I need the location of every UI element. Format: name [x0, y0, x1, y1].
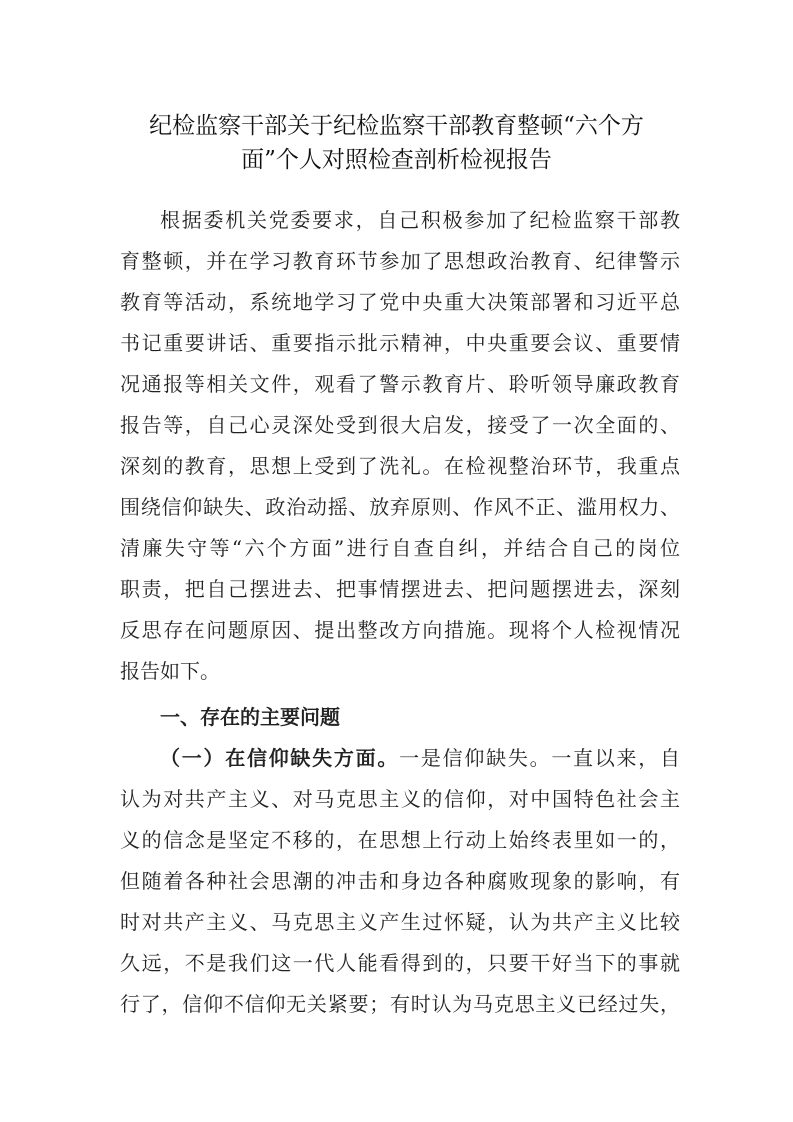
paragraph-line: 报告等，自己心灵深处受到很大启发，接受了一次全面的、: [120, 413, 680, 437]
paragraph-line: 时对共产主义、马克思主义产生过怀疑，认为共产主义比较: [120, 910, 680, 934]
paragraph-line: 深刻的教育，思想上受到了洗礼。在检视整治环节，我重点: [120, 454, 680, 478]
intro-paragraph: [120, 200, 680, 692]
paragraph-line: 书记重要讲话、重要指示批示精神，中央重要会议、重要情: [120, 331, 680, 355]
title-line: 纪检监察干部关于纪检监察干部教育整顿“六个方: [149, 113, 644, 139]
paragraph-line: 但随着各种社会思潮的冲击和身边各种腐败现象的影响，有: [120, 869, 680, 893]
paragraph-line: 况通报等相关文件，观看了警示教育片、聆听领导廉政教育: [120, 372, 680, 396]
document-body: [120, 200, 680, 1025]
paragraph-line: 认为对共产主义、对马克思主义的信仰，对中国特色社会主: [120, 787, 680, 811]
document-title: [100, 109, 693, 177]
paragraph-line: 报告如下。: [120, 659, 220, 683]
paragraph-line: 反思存在问题原因、提出整改方向措施。现将个人检视情况: [120, 618, 680, 642]
paragraph-line: 清廉失守等“六个方面”进行自查自纠，并结合自己的岗位: [120, 536, 680, 560]
section-heading: 一、存在的主要问题: [160, 705, 340, 729]
paragraph-line: 教育等活动，系统地学习了党中央重大决策部署和习近平总: [120, 290, 680, 314]
sub-heading: （一）在信仰缺失方面。: [160, 746, 400, 770]
section-paragraph: [120, 738, 680, 1025]
paragraph-line: 职责，把自己摆进去、把事情摆进去、把问题摆进去，深刻: [120, 577, 680, 601]
paragraph-line: 根据委机关党委要求，自己积极参加了纪检监察干部教: [160, 208, 680, 232]
paragraph-line: 育整顿，并在学习教育环节参加了思想政治教育、纪律警示: [120, 249, 680, 273]
paragraph-line: 久远，不是我们这一代人能看得到的，只要干好当下的事就: [120, 951, 680, 975]
paragraph-line: [120, 738, 680, 779]
title-line: 面”个人对照检查剖析检视报告: [241, 147, 552, 173]
paragraph-line: 义的信念是坚定不移的，在思想上行动上始终表里如一的，: [120, 828, 680, 852]
paragraph-line: 行了，信仰不信仰无关紧要；有时认为马克思主义已经过失，: [120, 992, 680, 1016]
paragraph-line: 围绕信仰缺失、政治动摇、放弃原则、作风不正、滥用权力、: [120, 495, 680, 519]
line-text: 一是信仰缺失。一直以来，自: [399, 746, 681, 770]
